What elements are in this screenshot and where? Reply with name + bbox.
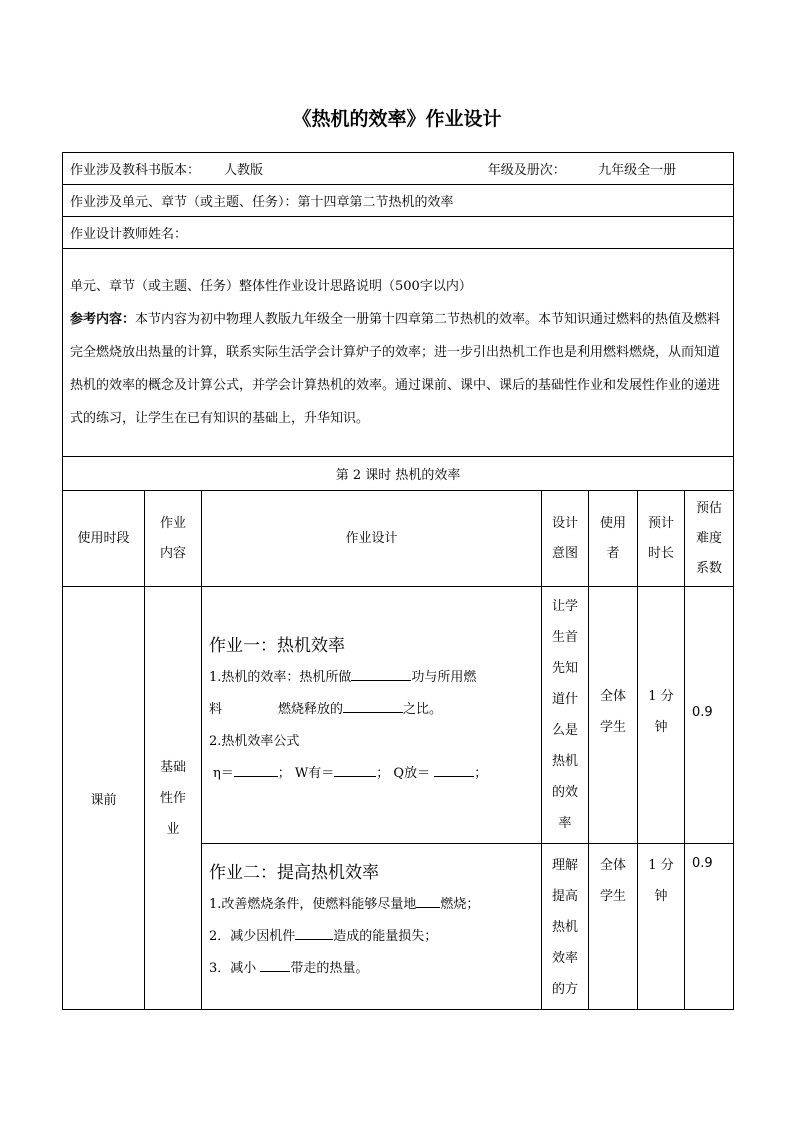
task2-difficulty: 0.9: [692, 856, 713, 871]
assignment-table: [62, 152, 734, 1010]
task2-intent: 理解提高热机效率的方: [551, 858, 578, 997]
task1-formula-end: ；: [474, 766, 488, 781]
header-content: 作业内容: [159, 515, 186, 561]
header-row: [63, 491, 734, 587]
task2-line3-b: 带走的热量。: [290, 961, 369, 976]
task2-line1-a: 1.改善燃烧条件，使燃料能够尽量地: [209, 897, 417, 912]
description-heading: 单元、章节（或主题、任务）整体性作业设计思路说明（500字以内）: [70, 279, 472, 294]
lesson-row: [63, 457, 734, 491]
reference-label: 参考内容：: [70, 312, 136, 327]
grade-value: 九年级全一册: [598, 163, 677, 178]
task1-line1-b: 功与所用燃: [411, 670, 477, 685]
task-row-1: [63, 587, 734, 844]
task2-line1-b: 燃烧；: [440, 897, 480, 912]
task2-blank-2: [295, 925, 333, 940]
period-value: 课前: [90, 792, 117, 808]
textbook-row: [63, 153, 734, 185]
task2-title: 作业二：提高热机效率: [209, 863, 379, 883]
task1-intent: 让学生首先知道什么是热机的效率: [551, 599, 578, 831]
header-duration: 预计时长: [647, 515, 674, 561]
textbook-label: 作业涉及教科书版本：: [70, 163, 201, 178]
page-title: 《热机的效率》作业设计: [292, 108, 502, 130]
task2-duration: 1 分钟: [648, 858, 674, 904]
task2-line2-a: 2．减少因机件: [209, 929, 296, 944]
task2-line3-a: 3．减小: [209, 961, 261, 976]
textbook-value: 人教版: [224, 163, 264, 178]
task1-blank-3: [234, 762, 278, 777]
task1-line2-b: 燃烧释放的: [278, 702, 344, 717]
task1-user: 全体学生: [599, 689, 626, 735]
content-value: 基础性作业: [159, 759, 186, 837]
task2-blank-1: [416, 893, 440, 908]
task2-user: 全体学生: [599, 858, 626, 904]
task1-blank-4: [334, 762, 376, 777]
task1-line1-a: 1.热机的效率：热机所做: [209, 670, 352, 685]
task1-formula-q: ； Q放＝: [376, 766, 435, 781]
task1-line2-a: 料: [209, 702, 223, 717]
task1-duration: 1 分钟: [648, 689, 674, 735]
unit-line: 作业涉及单元、章节（或主题、任务）：第十四章第二节热机的效率: [70, 195, 454, 210]
header-design: 作业设计: [345, 530, 398, 546]
lesson-title: 第 2 课时 热机的效率: [335, 468, 461, 483]
teacher-row: [63, 217, 734, 249]
unit-row: [63, 185, 734, 217]
task1-formula-eta: η＝: [213, 766, 234, 781]
task1-blank-1: [351, 666, 411, 681]
reference-text: 本节内容为初中物理人教版九年级全一册第十四章第二节热机的效率。本节知识通过燃料的热值及燃料完全燃烧放出热量的计算，联系实际生活学会计算炉子的效率；进一步引出热机工作也是利用燃料燃烧，从而知道热机的效率的概念及计算公式，并学会计算热机的效率。通过课前、课中、课后的基础性作业和发展性作业的递进式的练习，让学生在已有知识的基础上，升华知识。: [70, 312, 721, 426]
task1-line3: 2.热机效率公式: [209, 734, 300, 749]
task2-blank-3: [260, 957, 290, 972]
header-intent: 设计意图: [551, 515, 578, 561]
grade-label: 年级及册次：: [487, 163, 566, 178]
task1-title: 作业一：热机效率: [209, 636, 345, 656]
task2-line2-b: 造成的能量损失；: [333, 929, 438, 944]
header-difficulty: 预估难度系数: [696, 500, 723, 576]
task1-line2-c: 之比。: [403, 702, 443, 717]
header-period: 使用时段: [77, 530, 130, 546]
task1-blank-5: [434, 762, 474, 777]
task1-formula-w: ； W有＝: [277, 766, 335, 781]
task1-blank-2: [343, 698, 403, 713]
task1-difficulty: 0.9: [692, 705, 713, 720]
description-row: [63, 249, 734, 457]
header-user: 使用者: [599, 515, 626, 561]
teacher-label: 作业设计教师姓名：: [70, 227, 188, 242]
